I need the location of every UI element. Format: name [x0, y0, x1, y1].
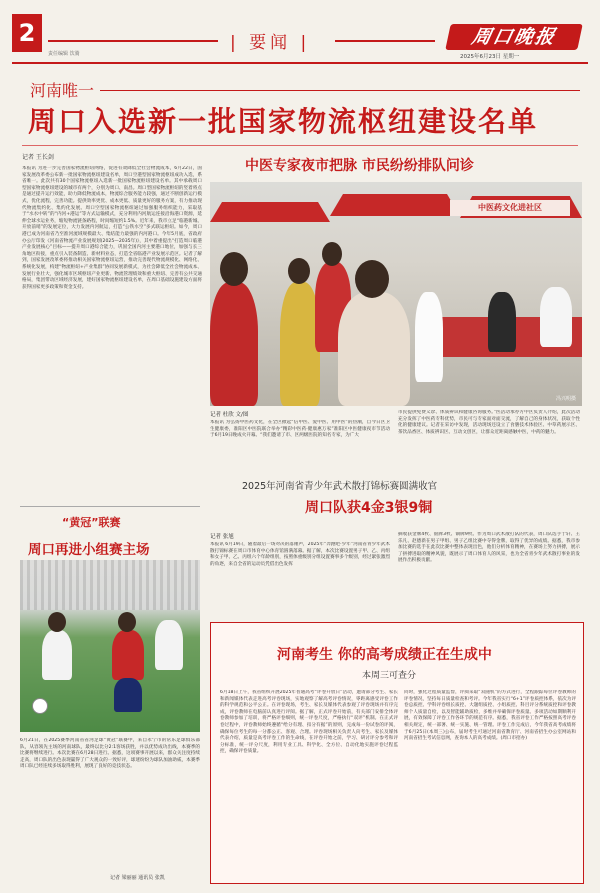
person: [488, 292, 516, 352]
masthead-bottom-rule: [12, 62, 588, 64]
header-rule-left: [48, 40, 218, 42]
lead-kicker: 河南唯一: [30, 81, 95, 100]
kicker-rule: [100, 90, 580, 91]
head: [322, 242, 342, 266]
page-number-text: 2: [18, 19, 36, 47]
exam-body-right: 同时，强化过程质量监督，评阅采取“双随机”的方式进行，全程跟踪每位评卷教师的评卷情况，坚持每日质量检查和考评。今年我省实行“6+1”评卷质控体系，依次为评卷总质控、学科评卷组长质控、大题组质控、小组质控、科目评分系统质控和评卷教师个人质量自检，以及智能辅助质检，多维并举确保评卷质量。多项活动如期顺利开展，有效保障了评卷工作各环节的规范有序。据悉，我省评卷工作严格按照高考评卷相关规定，统一部署、统一实施、统一管理。评卷工作完成后，今年我省高考成绩将于6月25日(本周三)公布，届时考生可通过河南省教育厅、河南省招生办公室网站和河南省招生考试信息网，查询本人的高考成绩。(周口市招办): [404, 690, 576, 742]
tcm-banner: [450, 200, 570, 216]
player-white: [155, 620, 183, 670]
person: [540, 287, 572, 347]
header-rule-right: [335, 40, 435, 42]
wushu-subhead: 2025年河南省青少年武术散打锦标赛圆满收官: [242, 481, 438, 492]
wushu-byline: 记者 张旭: [210, 534, 234, 540]
player-white: [42, 630, 72, 680]
lead-byline: 记者 王长剑: [22, 154, 54, 161]
exam-body-left: 6月18日上午，我省组织开展2025年普通高考“评卷开放日”活动，邀请部分考生、家长和新闻媒体代表走进高考评卷现场，实地观察了解高考评卷情况，零距离感受评卷工作的科学规范和公平公正。在评卷现场，考生、家长及媒体代表参观了评卷现场并有序完成，评卷教师在电脑前认真进行评阅。据了解，正式评卷开始前，有关部门安排全体评卷教师参加了培训，将严格评卷细则，统一评卷尺度，严格执行“双评”机制。在正式评卷过程中，评卷教师始终遵循“给分有理、扣分有据”的原则，完成每一份试卷的评阅，确保每位考生的每一分都公正、客观、合理。评卷现场相关负责人向考生、家长及媒体代表介绍，质量是高考评卷工作的生命线，在评卷开始之前，学习、研讨评分参考和评分标准，统一评分尺度，利用专业工具、科学化、全方位、自动化地实施评卷过程监控，确保评卷质量。: [220, 690, 398, 755]
football-photo: [20, 560, 200, 732]
photo-credit: 冯兴明摄: [555, 396, 576, 402]
head: [220, 252, 248, 286]
tcm-body-left: 本报讯 为弘扬中医药文化，在全区掀起“信中医、爱中医、用中医”的热潮，自今日区卫生健康委，准阳区中医院联合举办“精彩中医药·健康惠万家”准阳区中医健康夜市节活动于6月19日晚成火开幕。“我们邀请了市、区两级医院的知名专家，为广大: [210, 420, 390, 439]
wushu-body-left: 本报讯 6月19日，随着最后一场对决的落锤声，2025年“奔跑吧·少年”河南省青少年武术散打锦标赛在周口市体育中心体育馆圆满落幕。据了解，本次比赛设置男子甲、乙、丙组和女子甲、乙、丙组六个年龄组别，按照体重级别分组设置赛事多个级别，经过紧张激烈的角逐，来自全省的运动员凭借出色发挥: [210, 542, 390, 567]
masthead-logo: [445, 24, 583, 50]
exam-headline: 河南考生 你的高考成绩正在生成中: [277, 647, 492, 663]
ball: [32, 698, 48, 714]
lead-body: 本报讯 为进一步完善国家物流枢纽网络，促进有效降低全社会物流成本，6月22日，国家发展改革委公布新一批国家物流枢纽建设名单，周口空港型国家物流枢纽成功入选，系省唯一。此次共有30个国家物流枢纽入选新一批国家物流枢纽建设名单。其中承载周口型国家物流枢纽建设的城市有两个，分别为周口、南昌。周口型国家物流枢纽的竖着将点是通过提升运行效能，助力降低物流成本，物流综合服务能力较强，通过不断创新运行模式，优化流程，完善功能。提供效率更优、成本更低、质量更好的服务方案，有力推动现代物流集约化、集约化发展。周口空型国家物流枢纽通过加强服务组织能力，采取基于“水水中转”的“内河+港运”等方式运输模式，充分利用内河航运连接沿海港口资源，延伸全球水运业务，缩短物流链条路程，时间缩短约1.5%。近年来，我市立足“临港新城、开放前哨”的发展定位，大力发展内河航运，打造“公铁水空”多式联运枢纽。如今，周口港已成为河南省乃至淮河流域规模最大、集结能力最强的内河港口。今年5月底，省政府办公厅印发《河南省物流产业发展规划(2025—2035年)》，其中着重提出“打造周口临港产业发展核心”目标——提升周口港综合能力，巩固全国内河主要港口地位，加强与长三角地区衔接，重点引入装备制造、新材料业态，打造全省临港产业发展示范区。记者了解到，国家发展改革委将推动相关国家物流枢纽运营，推动完善现代物流规模化、网络化、系统化发展，构建“物流枢纽+产业集群”协同发展新模式，为社会降低全社会物流成本、发展行业壮大，强化城市区域枢纽产业更新、物流管理绩效和重大枢纽、完善有公共交通格局，集团带动区域经济发展，建好国家物流枢纽建设名单，在周口基础设施建设方面将获得国家更多政策和资金支持。: [22, 166, 202, 290]
section-title: | 要闻 |: [230, 33, 311, 53]
tcm-banner-text: 中医药文化进社区: [478, 203, 542, 212]
wushu-headline: 周口队获4金3银9铜: [305, 500, 433, 516]
page-number: [12, 14, 42, 52]
lead-headline: 周口入选新一批国家物流枢纽建设名单: [28, 105, 539, 138]
tent: [210, 202, 330, 222]
person: [415, 292, 443, 382]
editor-credit: 责任编辑 饮骑: [48, 51, 80, 57]
exam-subhead: 本周三可查分: [362, 671, 417, 681]
player-red: [112, 630, 144, 680]
lead-top-rule: [22, 145, 578, 146]
football-body: 6月21日，在2025赛季河南省省河足球“黄冠”联赛中，来自永宁市的常乐足球俱乐部队，从容领先主场的河南球队，最终以比分2:1客场获胜，并以优势成功出线，本赛季的比赛将继续进行。本次比赛在6月28日进行。据悉，这项赛事开展以来，群众关注度持续走高，周口队的出色表现赢得了广大观众的一致好评，球迷纷纷为球队加油助威，本赛季周口队已经连续多场取得胜利，展现了良好的竞技状态。: [20, 738, 200, 770]
football-byline: 记者 梁丽丽 通讯员 张凯: [110, 875, 165, 881]
football-rule: [20, 506, 200, 507]
person: [210, 282, 258, 406]
tcm-byline: 记者 杜欣 文/图: [210, 412, 249, 418]
player-red-legs: [114, 678, 142, 712]
issue-date: 2025年6月23日 星期一: [460, 54, 520, 60]
football-kicker: “黄冠”联赛: [62, 516, 121, 529]
tcm-headline: 中医专家夜市把脉 市民纷纷排队问诊: [245, 158, 474, 174]
football-headline: 周口再进小组赛主场: [28, 542, 150, 558]
masthead-logo-text: 周口晚报: [469, 26, 559, 48]
wushu-body-right: 摘收获金牌4枚、银牌3枚、铜牌9枚。作为周口武术散打队的代表，周口队选手于轩、王乐凡、赵德新在男子甲组、男子乙组比赛中夺得金牌，取得了优异的成绩。据悉，我市参加比赛的选手在此次比赛中整体表现出色，他们分析体育精神，在赛场上努力拼搏，展示了拼搏进取的精神风貌，既展示了周口体育人的风采，也为全省青少年武术散打事业的发展作出积极贡献。: [398, 532, 580, 564]
tent: [330, 194, 460, 216]
tcm-photo: [210, 182, 582, 406]
section-title-text: 要闻: [249, 33, 292, 53]
person: [280, 282, 320, 406]
stands: [20, 560, 200, 610]
head: [288, 258, 310, 284]
head: [48, 612, 66, 632]
person: [338, 292, 410, 406]
head: [118, 612, 136, 632]
head: [355, 260, 389, 298]
tcm-body-right: 市民提供免费义诊、体质辨识和健康咨询服务。”医活动承办方中区负责人介绍，此次活动充分发挥了中医药专科优势，市民可与专家面对面交流，了解自己的身体状况，获取个性化的健康建议。记者在采访中发现，活动现场还设立了食膳技术体验区、中草药展示区、茶饮品香区、体质辨识区、互动文创区，让群众近距离感触中医，中药的魅力。: [398, 410, 580, 435]
